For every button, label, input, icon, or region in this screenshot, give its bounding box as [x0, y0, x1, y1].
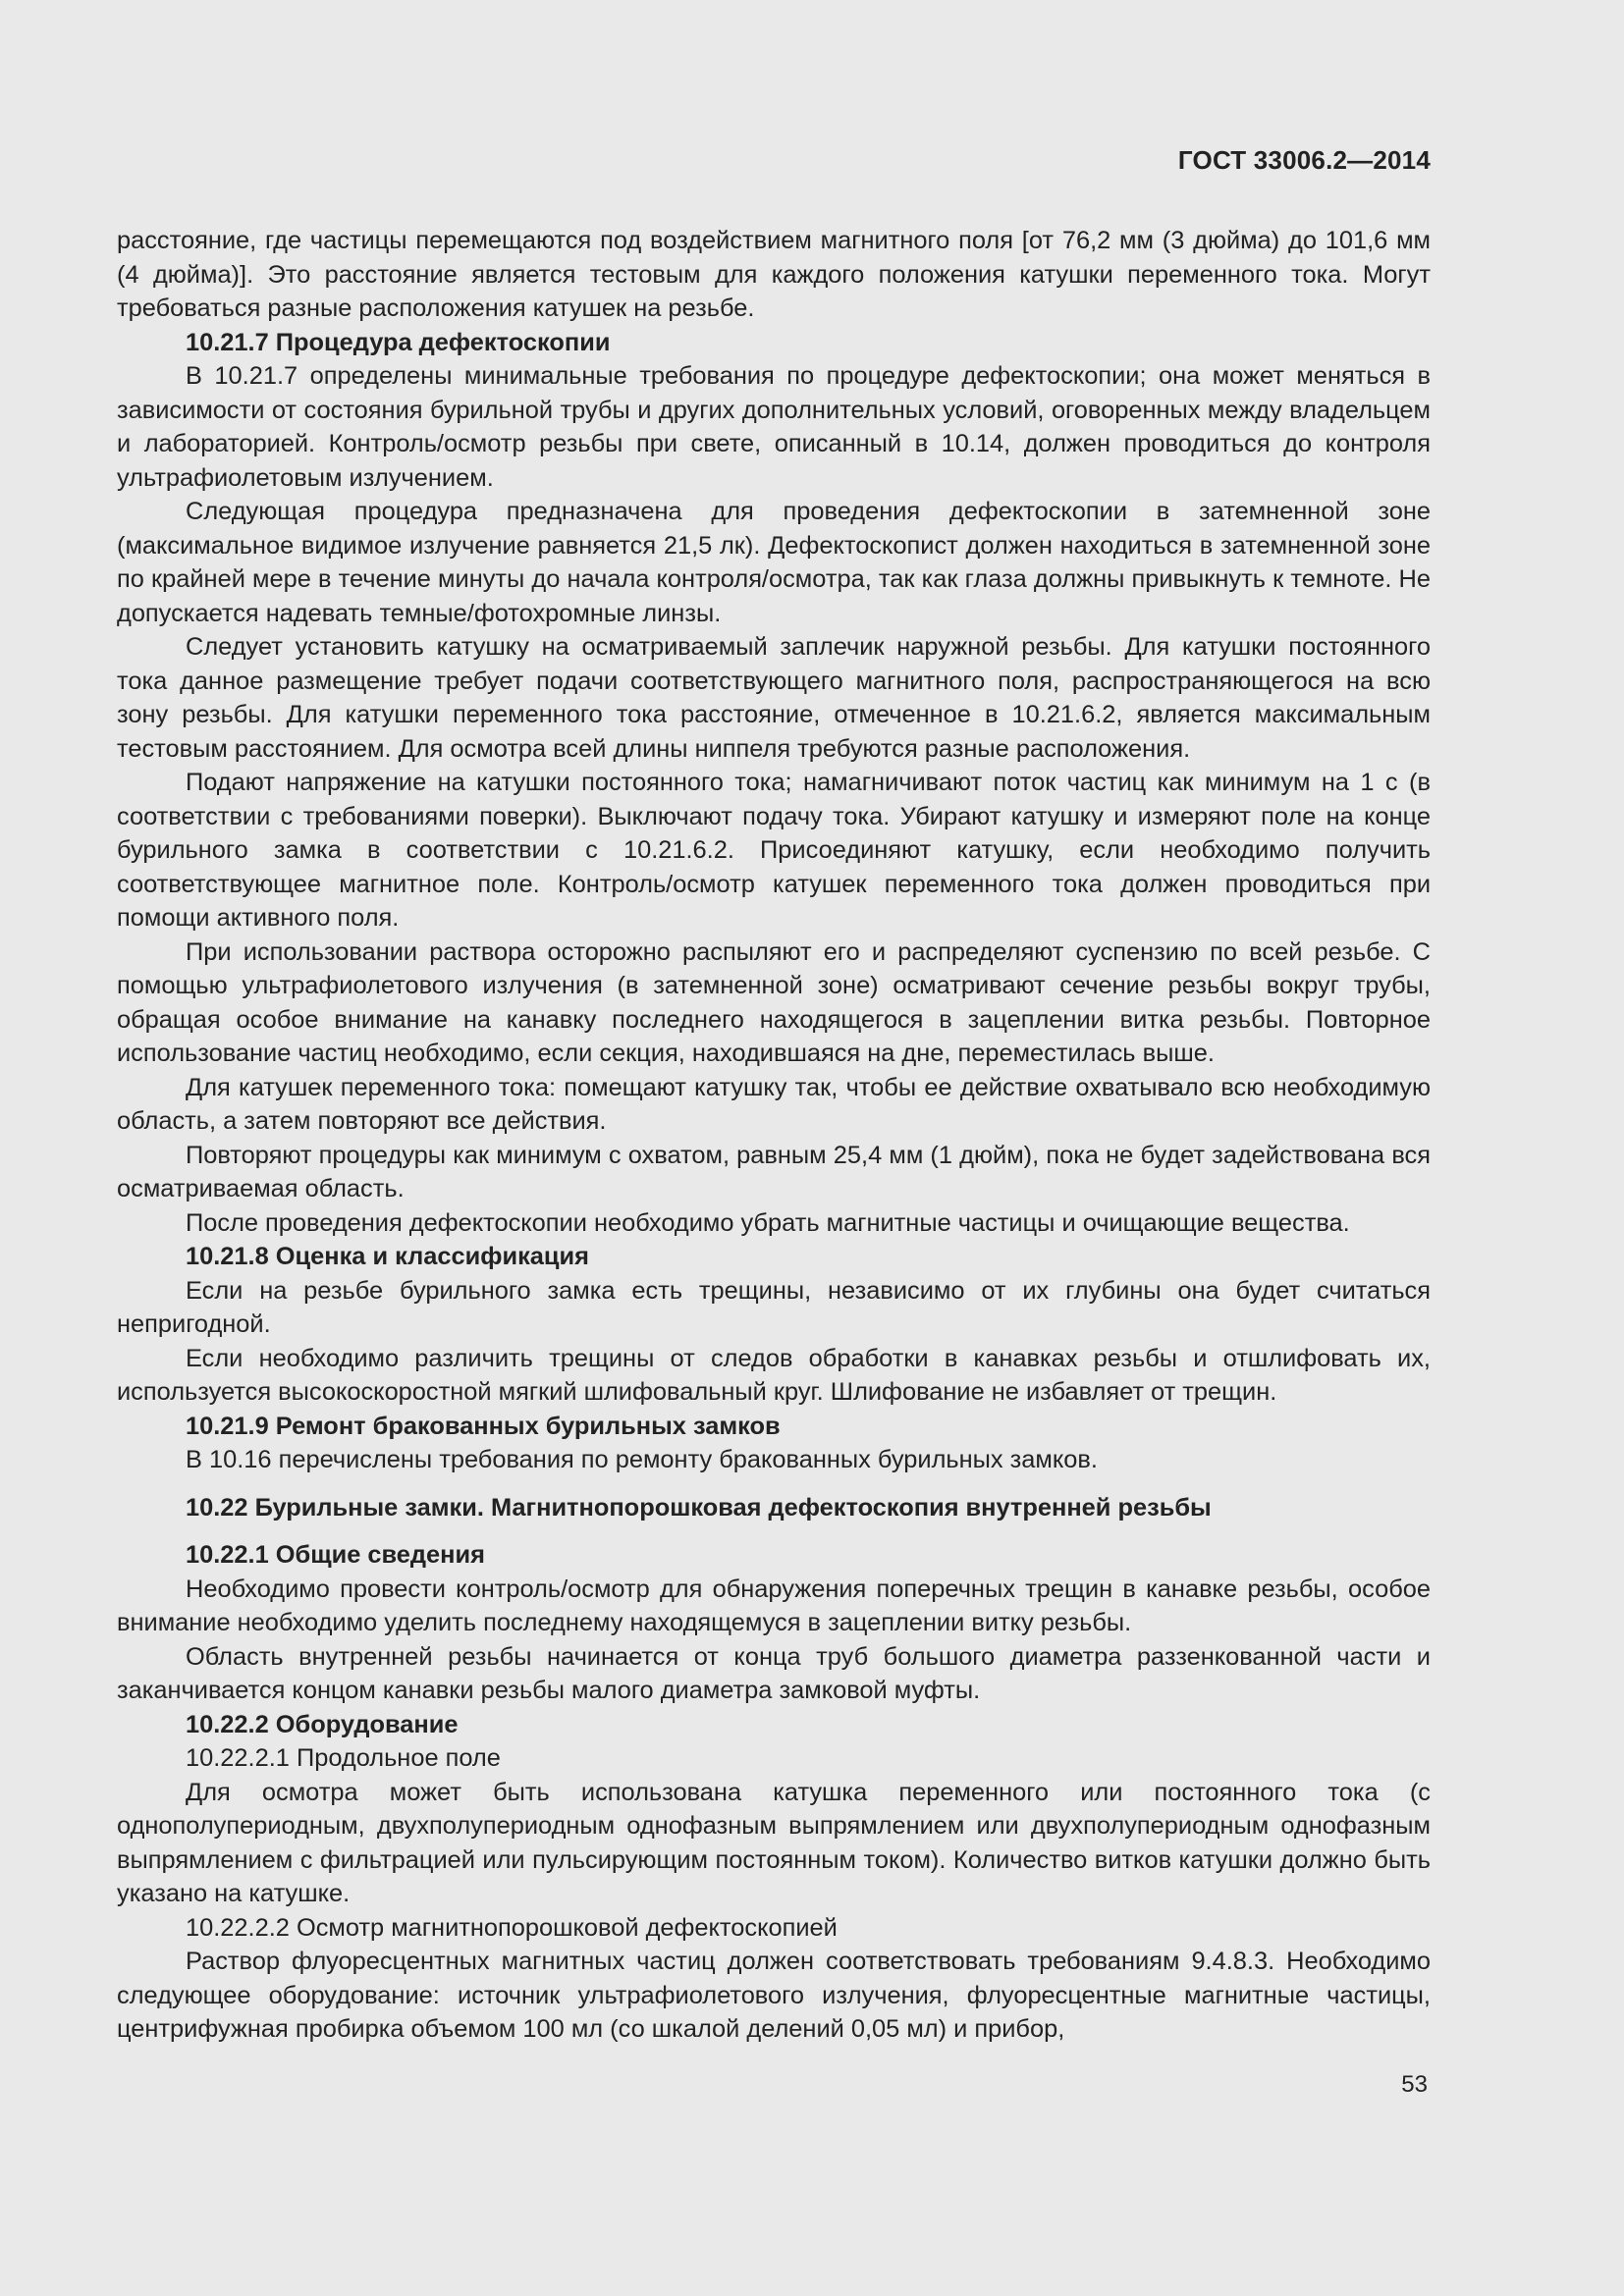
paragraph: Если на резьбе бурильного замка есть трещины, независимо от их глубины она будет считаться непригодной.: [117, 1276, 1431, 1338]
paragraph: После проведения дефектоскопии необходимо убрать магнитные частицы и очищающие вещества.: [186, 1208, 1350, 1237]
paragraph: Для осмотра может быть использована катушка переменного или постоянного тока (с однополупериодным, двухполупериодным однофазным выпрямлением или двухполупериодным однофазным выпрямлением с фильтрацией или пульсирующим постоянным током). Количество витков катушки должно быть указано на катушке.: [117, 1778, 1431, 1907]
paragraph: При использовании раствора осторожно распыляют его и распределяют суспензию по всей резьбе. С помощью ультрафиолетового излучения (в затемненной зоне) осматривают сечение резьбы вокруг трубы, обращая особое внимание на канавку последнего находящегося в зацеплении витка резьбы. Повторное использование частиц необходимо, если секция, находившаяся на дне, переместилась выше.: [117, 937, 1431, 1067]
document-body: [117, 224, 1431, 2047]
paragraph: Если необходимо различить трещины от следов обработки в канавках резьбы и отшлифовать их, используется высокоскоростной мягкий шлифовальный круг. Шлифование не избавляет от трещин.: [117, 1344, 1431, 1406]
subsection-heading: 10.22.2 Оборудование: [186, 1710, 459, 1738]
paragraph: 10.22.2.1 Продольное поле: [186, 1744, 501, 1772]
document-header: ГОСТ 33006.2—2014: [1177, 145, 1431, 175]
paragraph: 10.22.2.2 Осмотр магнитнопорошковой дефектоскопией: [186, 1913, 838, 1942]
paragraph: Необходимо провести контроль/осмотр для обнаружения поперечных трещин в канавке резьбы, особое внимание необходимо уделить последнему находящемуся в зацеплении витку резьбы.: [117, 1575, 1431, 1636]
paragraph: Следующая процедура предназначена для проведения дефектоскопии в затемненной зоне (максимальное видимое излучение равняется 21,5 лк). Дефектоскопист должен находиться в затемненной зоне по крайней мере в течение минуты до начала контроля/осмотра, так как глаза должны привыкнуть к темноте. Не допускается надевать темные/фотохромные линзы.: [117, 498, 1431, 627]
subsection-heading: 10.22.1 Общие сведения: [186, 1541, 485, 1569]
paragraph: Повторяют процедуры как минимум с охватом, равным 25,4 мм (1 дюйм), пока не будет задействована вся осматриваемая область.: [117, 1141, 1431, 1202]
paragraph: В 10.21.7 определены минимальные требования по процедуре дефектоскопии; она может меняться в зависимости от состояния бурильной трубы и других дополнительных условий, оговоренных между владельцем и лабораторией. Контроль/осмотр резьбы при свете, описанный в 10.14, должен проводиться до контроля ультрафиолетовым излучением.: [117, 362, 1431, 492]
subsection-heading: 10.21.8 Оценка и классификация: [186, 1243, 589, 1270]
paragraph: Раствор флуоресцентных магнитных частиц должен соответствовать требованиям 9.4.8.3. Необходимо следующее оборудование: источник ультрафиолетового излучения, флуоресцентные магнитные частицы, центрифужная пробирка объемом 100 мл (со шкалой делений 0,05 мл) и прибор,: [117, 1948, 1431, 2043]
paragraph: Подают напряжение на катушки постоянного тока; намагничивают поток частиц как минимум на 1 с (в соответствии с требованиями поверки). Выключают подачу тока. Убирают катушку и измеряют поле на конце бурильного замка в соответствии с 10.21.6.2. Присоединяют катушку, если необходимо получить соответствующее магнитное поле. Контроль/осмотр катушек переменного тока должен проводиться при помощи активного поля.: [117, 769, 1431, 932]
subsection-heading: 10.21.7 Процедура дефектоскопии: [186, 328, 611, 356]
section-heading: 10.22 Бурильные замки. Магнитнопорошковая дефектоскопия внутренней резьбы: [186, 1493, 1212, 1522]
paragraph: Область внутренней резьбы начинается от конца труб большого диаметра раззенкованной части и заканчивается концом канавки резьбы малого диаметра замковой муфты.: [117, 1642, 1431, 1704]
paragraph: В 10.16 перечислены требования по ремонту бракованных бурильных замков.: [186, 1446, 1098, 1473]
subsection-heading: 10.21.9 Ремонт бракованных бурильных замков: [186, 1412, 781, 1440]
paragraph: Следует установить катушку на осматриваемый заплечик наружной резьбы. Для катушки постоянного тока данное размещение требует подачи соответствующего магнитного поля, распространяющегося на всю зону резьбы. Для катушки переменного тока расстояние, отмеченное в 10.21.6.2, является максимальным тестовым расстоянием. Для осмотра всей длины ниппеля требуются разные расположения.: [117, 633, 1431, 763]
paragraph: Для катушек переменного тока: помещают катушку так, чтобы ее действие охватывало всю необходимую область, а затем повторяют все действия.: [117, 1073, 1431, 1135]
paragraph: расстояние, где частицы перемещаются под воздействием магнитного поля [от 76,2 мм (3 дюйма) до 101,6 мм (4 дюйма)]. Это расстояние является тестовым для каждого положения катушки переменного тока. Могут требоваться разные расположения катушек на резьбе.: [117, 227, 1431, 322]
page-number: 53: [1401, 2071, 1428, 2098]
